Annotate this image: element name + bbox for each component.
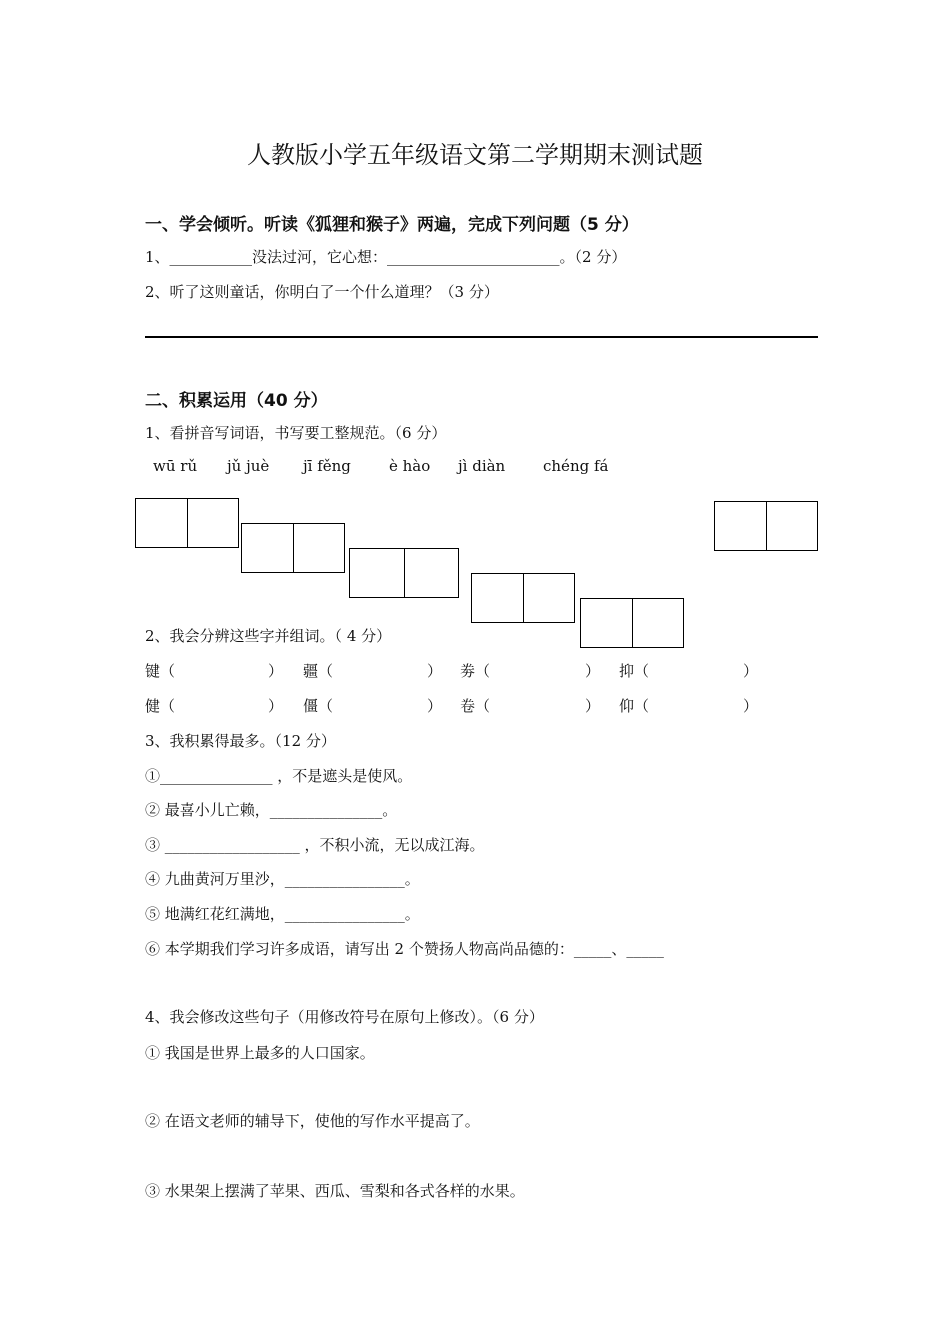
paren-close: ） <box>585 662 601 680</box>
q3-item-4: ④ 九曲黄河万里沙，________________。 <box>145 870 420 888</box>
section1-heading: 一、学会倾听。听读《狐狸和猴子》两遍，完成下列问题（5 分） <box>145 215 639 235</box>
page-title: 人教版小学五年级语文第二学期期末测试题 <box>247 141 703 169</box>
writing-box-2[interactable] <box>241 523 345 573</box>
pinyin-3: jī fěng <box>303 457 351 475</box>
writing-box-4[interactable] <box>471 573 575 623</box>
paren-close: ） <box>585 697 601 715</box>
q3-item-2: ② 最喜小儿亡赖，_______________。 <box>145 801 398 819</box>
section2-question-2: 2、我会分辨这些字并组词。（ 4 分） <box>145 627 392 645</box>
char-juan: 劵（ <box>460 662 491 680</box>
paren-close: ） <box>743 697 759 715</box>
char-jian2: 健（ <box>145 697 176 715</box>
pinyin-5: jì diàn <box>458 457 506 475</box>
section1-question-1: 1、___________没法过河，它心想：_______________________。（2 分） <box>145 248 627 266</box>
section2-question-3: 3、我积累得最多。（12 分） <box>145 732 336 750</box>
writing-box-3[interactable] <box>349 548 459 598</box>
q4-item-2: ② 在语文老师的辅导下，使他的写作水平提高了。 <box>145 1112 480 1130</box>
q3-item-5: ⑤ 地满红花红满地，________________。 <box>145 905 420 923</box>
writing-box-1[interactable] <box>135 498 239 548</box>
section2-question-4: 4、我会修改这些句子（用修改符号在原句上修改）。（6 分） <box>145 1008 544 1026</box>
pinyin-4: è hào <box>389 457 431 475</box>
char-jiang2: 僵（ <box>303 697 334 715</box>
paren-close: ） <box>743 662 759 680</box>
paren-close: ） <box>427 697 443 715</box>
q3-item-6: ⑥ 本学期我们学习许多成语，请写出 2 个赞扬人物高尚品德的：_____、_____ <box>145 940 664 958</box>
answer-line <box>145 336 818 338</box>
q4-item-3: ③ 水果架上摆满了苹果、西瓜、雪梨和各式各样的水果。 <box>145 1182 525 1200</box>
char-yang: 仰（ <box>619 697 650 715</box>
paren-close: ） <box>268 697 284 715</box>
q3-item-1: ①_______________ ，不是遮头是使风。 <box>145 767 413 785</box>
section2-question-1: 1、看拼音写词语，书写要工整规范。（6 分） <box>145 424 447 442</box>
char-yi: 抑（ <box>619 662 650 680</box>
pinyin-6: chéng fá <box>543 457 609 475</box>
paren-close: ） <box>268 662 284 680</box>
section1-question-2: 2、听了这则童话，你明白了一个什么道理？（3 分） <box>145 283 499 301</box>
char-jiang: 疆（ <box>303 662 334 680</box>
writing-box-6[interactable] <box>714 501 818 551</box>
char-jian: 键（ <box>145 662 176 680</box>
char-juan2: 卷（ <box>460 697 491 715</box>
paren-close: ） <box>427 662 443 680</box>
pinyin-2: jǔ juè <box>227 457 270 475</box>
pinyin-1: wū rǔ <box>153 457 198 475</box>
writing-box-5[interactable] <box>580 598 684 648</box>
q4-item-1: ① 我国是世界上最多的人口国家。 <box>145 1044 375 1062</box>
q3-item-3: ③ __________________ ，不积小流，无以成江海。 <box>145 836 485 854</box>
section2-heading: 二、积累运用（40 分） <box>145 391 328 411</box>
